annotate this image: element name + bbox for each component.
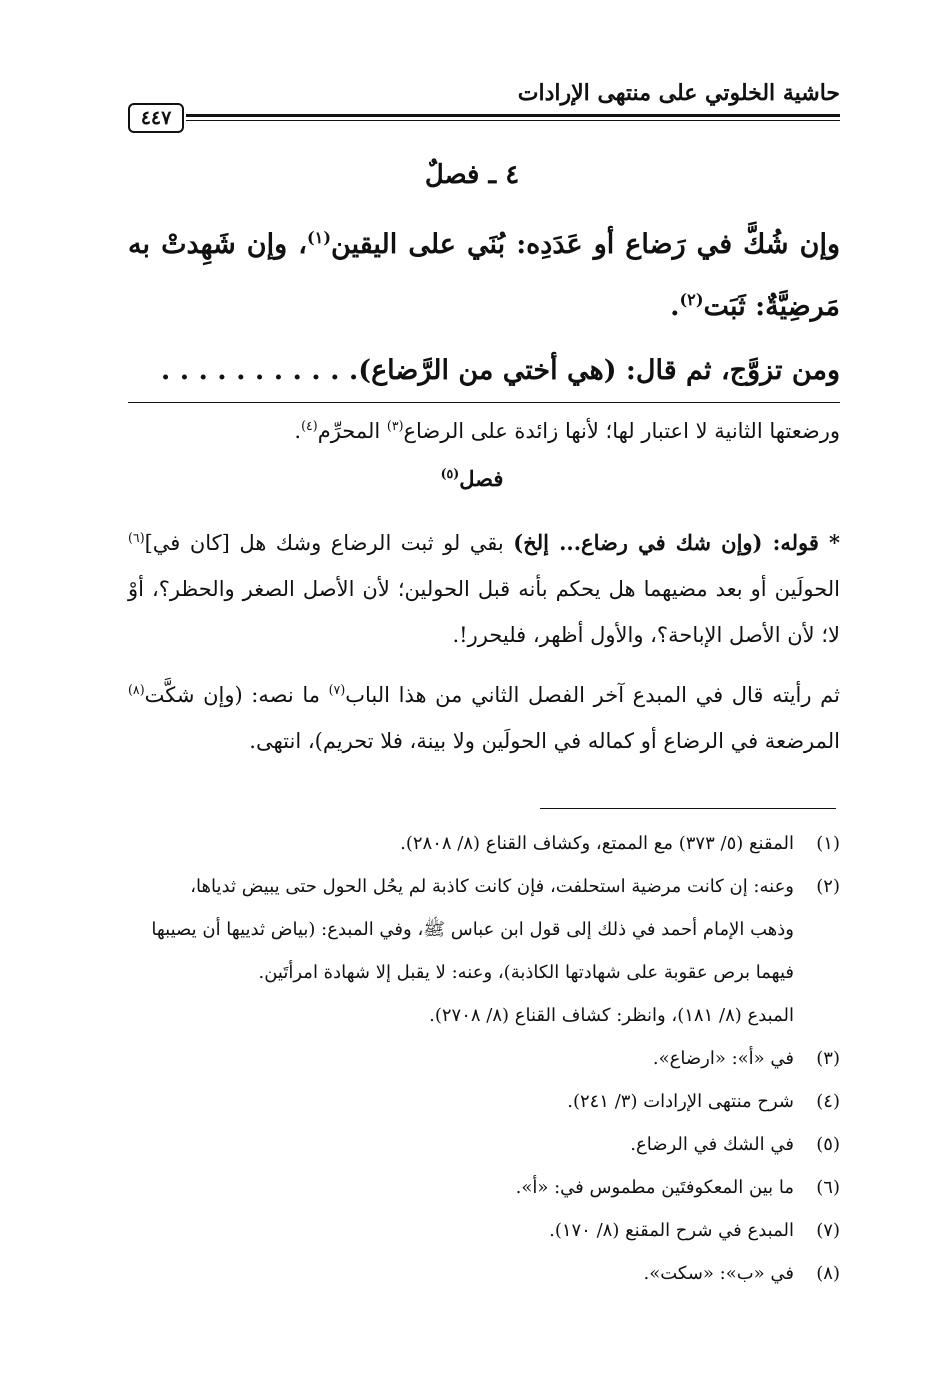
footnote-number: (٤)	[816, 1091, 840, 1112]
matn-text: وإن شُكَّ في رَضاع أو عَدَدِه: بُنَي على اليقين	[331, 229, 840, 260]
footnote-number: (٥)	[816, 1134, 840, 1155]
footnotes-list	[128, 822, 840, 1295]
header-rule-thin	[186, 120, 840, 121]
matn-paragraph-1	[128, 214, 840, 338]
footnote-text	[128, 1080, 794, 1123]
footnote-ref-3[interactable]: (٣)	[386, 418, 404, 433]
footnote-ref-4[interactable]: (٤)	[301, 418, 318, 433]
commentary-text: المحرِّم	[317, 419, 387, 443]
commentary-line	[128, 408, 840, 454]
footnote-item	[128, 1166, 840, 1209]
footnote-line: في «ب»: «سكت».	[643, 1263, 794, 1284]
footnote-number: (٧)	[816, 1220, 840, 1241]
header-rule	[186, 114, 840, 117]
footnote-line: في الشك في الرضاع.	[630, 1134, 794, 1155]
footnote-number: (١)	[816, 833, 840, 854]
commentary-text: ثم رأيته قال في المبدع آخر الفصل الثاني من هذا الباب	[345, 683, 840, 707]
footnote-ref-7[interactable]: (٧)	[328, 682, 346, 697]
footnote-line: وعنه: إن كانت مرضية استحلفت، فإن كانت كاذبة لم يحُل الحول حتى يبيض ثدياها،	[190, 876, 794, 897]
footnote-ref-5[interactable]: (٥)	[440, 466, 460, 481]
footnote-text	[128, 865, 794, 1037]
footnote-ref-2[interactable]: (٢)	[679, 290, 704, 309]
commentary-paragraph-2	[128, 672, 840, 764]
matn-text: ، وإن شَهِدتْ به مَرضِيَّةٌ: ثَبَت	[128, 229, 840, 322]
footnote-text	[128, 1252, 794, 1295]
matn-text: ومن تزوَّج، ثم قال: (هي أختي من الرَّضاع)	[358, 355, 840, 386]
running-header-title: حاشية الخلوتي على منتهى الإرادات	[517, 80, 840, 106]
matn-paragraph-2	[128, 340, 840, 402]
commentary-paragraph-1	[128, 520, 840, 658]
footnote-item	[128, 1123, 840, 1166]
footnote-line: المبدع في شرح المقنع (٨/ ١٧٠).	[549, 1220, 794, 1241]
footnote-item	[128, 1080, 840, 1123]
footnote-number: (٨)	[816, 1263, 840, 1284]
section-heading: ٤ ـ فصلٌ	[424, 160, 520, 190]
footnote-text	[128, 1037, 794, 1080]
quoted-lemma: * قوله: (وإن شك في رضاع... إلخ)	[513, 530, 841, 555]
footnote-item	[128, 1209, 840, 1252]
commentary-text: .	[294, 419, 302, 443]
ellipsis-dots: . . . . . . . . . . .	[160, 355, 359, 386]
footnote-ref-1[interactable]: (١)	[306, 228, 332, 247]
commentary-text: المرضعة في الرضاع أو كماله في الحولَين ولا بينة، فلا تحريم)، انتهى.	[249, 729, 840, 753]
footnote-item	[128, 1037, 840, 1080]
matn-separator-rule	[128, 402, 840, 403]
footnote-text	[128, 1209, 794, 1252]
matn-text: .	[670, 291, 680, 322]
commentary-text: ورضعتها الثانية لا اعتبار لها؛ لأنها زائدة على الرضاع	[403, 419, 840, 443]
footnote-number: (٣)	[816, 1048, 840, 1069]
footnote-line: في «أ»: «ارضاع».	[652, 1048, 794, 1069]
commentary-text: الحولَين أو بعد مضيهما هل يحكم بأنه قبل الحولين؛ لأن الأصل الصغر والحظر؟، أوْ لا؛ لأن الأصل الإباحة؟، والأول أظهر، فليحرر!.	[128, 577, 840, 647]
footnote-ref-6[interactable]: (٦)	[128, 530, 145, 545]
heading-text: فصل	[459, 466, 504, 491]
footnote-line: فيهما برص عقوبة على شهادتها الكاذبة)، وعنه: لا يقبل إلا شهادة امرأتَين.	[258, 962, 794, 983]
commentary-text: بقي لو ثبت الرضاع وشك هل [كان في]	[144, 531, 514, 555]
footnote-text	[128, 822, 794, 865]
page-number: ٤٤٧	[128, 103, 184, 133]
footnote-line: المبدع (٨/ ١٨١)، وانظر: كشاف القناع (٨/ ٢٧٠٨).	[429, 1005, 794, 1026]
footnote-number: (٢)	[816, 876, 840, 897]
footnote-item	[128, 1252, 840, 1295]
footnote-text	[128, 1123, 794, 1166]
footnote-line: المقنع (٥/ ٣٧٣) مع الممتع، وكشاف القناع (٨/ ٢٨٠٨).	[400, 833, 794, 854]
commentary-text: ما نصه: (وإن شكَّت	[144, 683, 329, 707]
commentary-heading	[104, 466, 840, 491]
footnote-number: (٦)	[816, 1177, 840, 1198]
footnote-line: شرح منتهى الإرادات (٣/ ٢٤١).	[567, 1091, 794, 1112]
footnote-item	[128, 865, 840, 1037]
footnote-ref-8[interactable]: (٨)	[128, 682, 145, 697]
footnote-text	[128, 1166, 794, 1209]
footnote-item	[128, 822, 840, 865]
footnote-separator	[540, 808, 836, 809]
footnote-line: وذهب الإمام أحمد في ذلك إلى قول ابن عباس ﷺ، وفي المبدع: (بياض ثدييها أن يصيبها	[151, 919, 794, 940]
footnote-line: ما بين المعكوفتَين مطموس في: «أ».	[515, 1177, 794, 1198]
